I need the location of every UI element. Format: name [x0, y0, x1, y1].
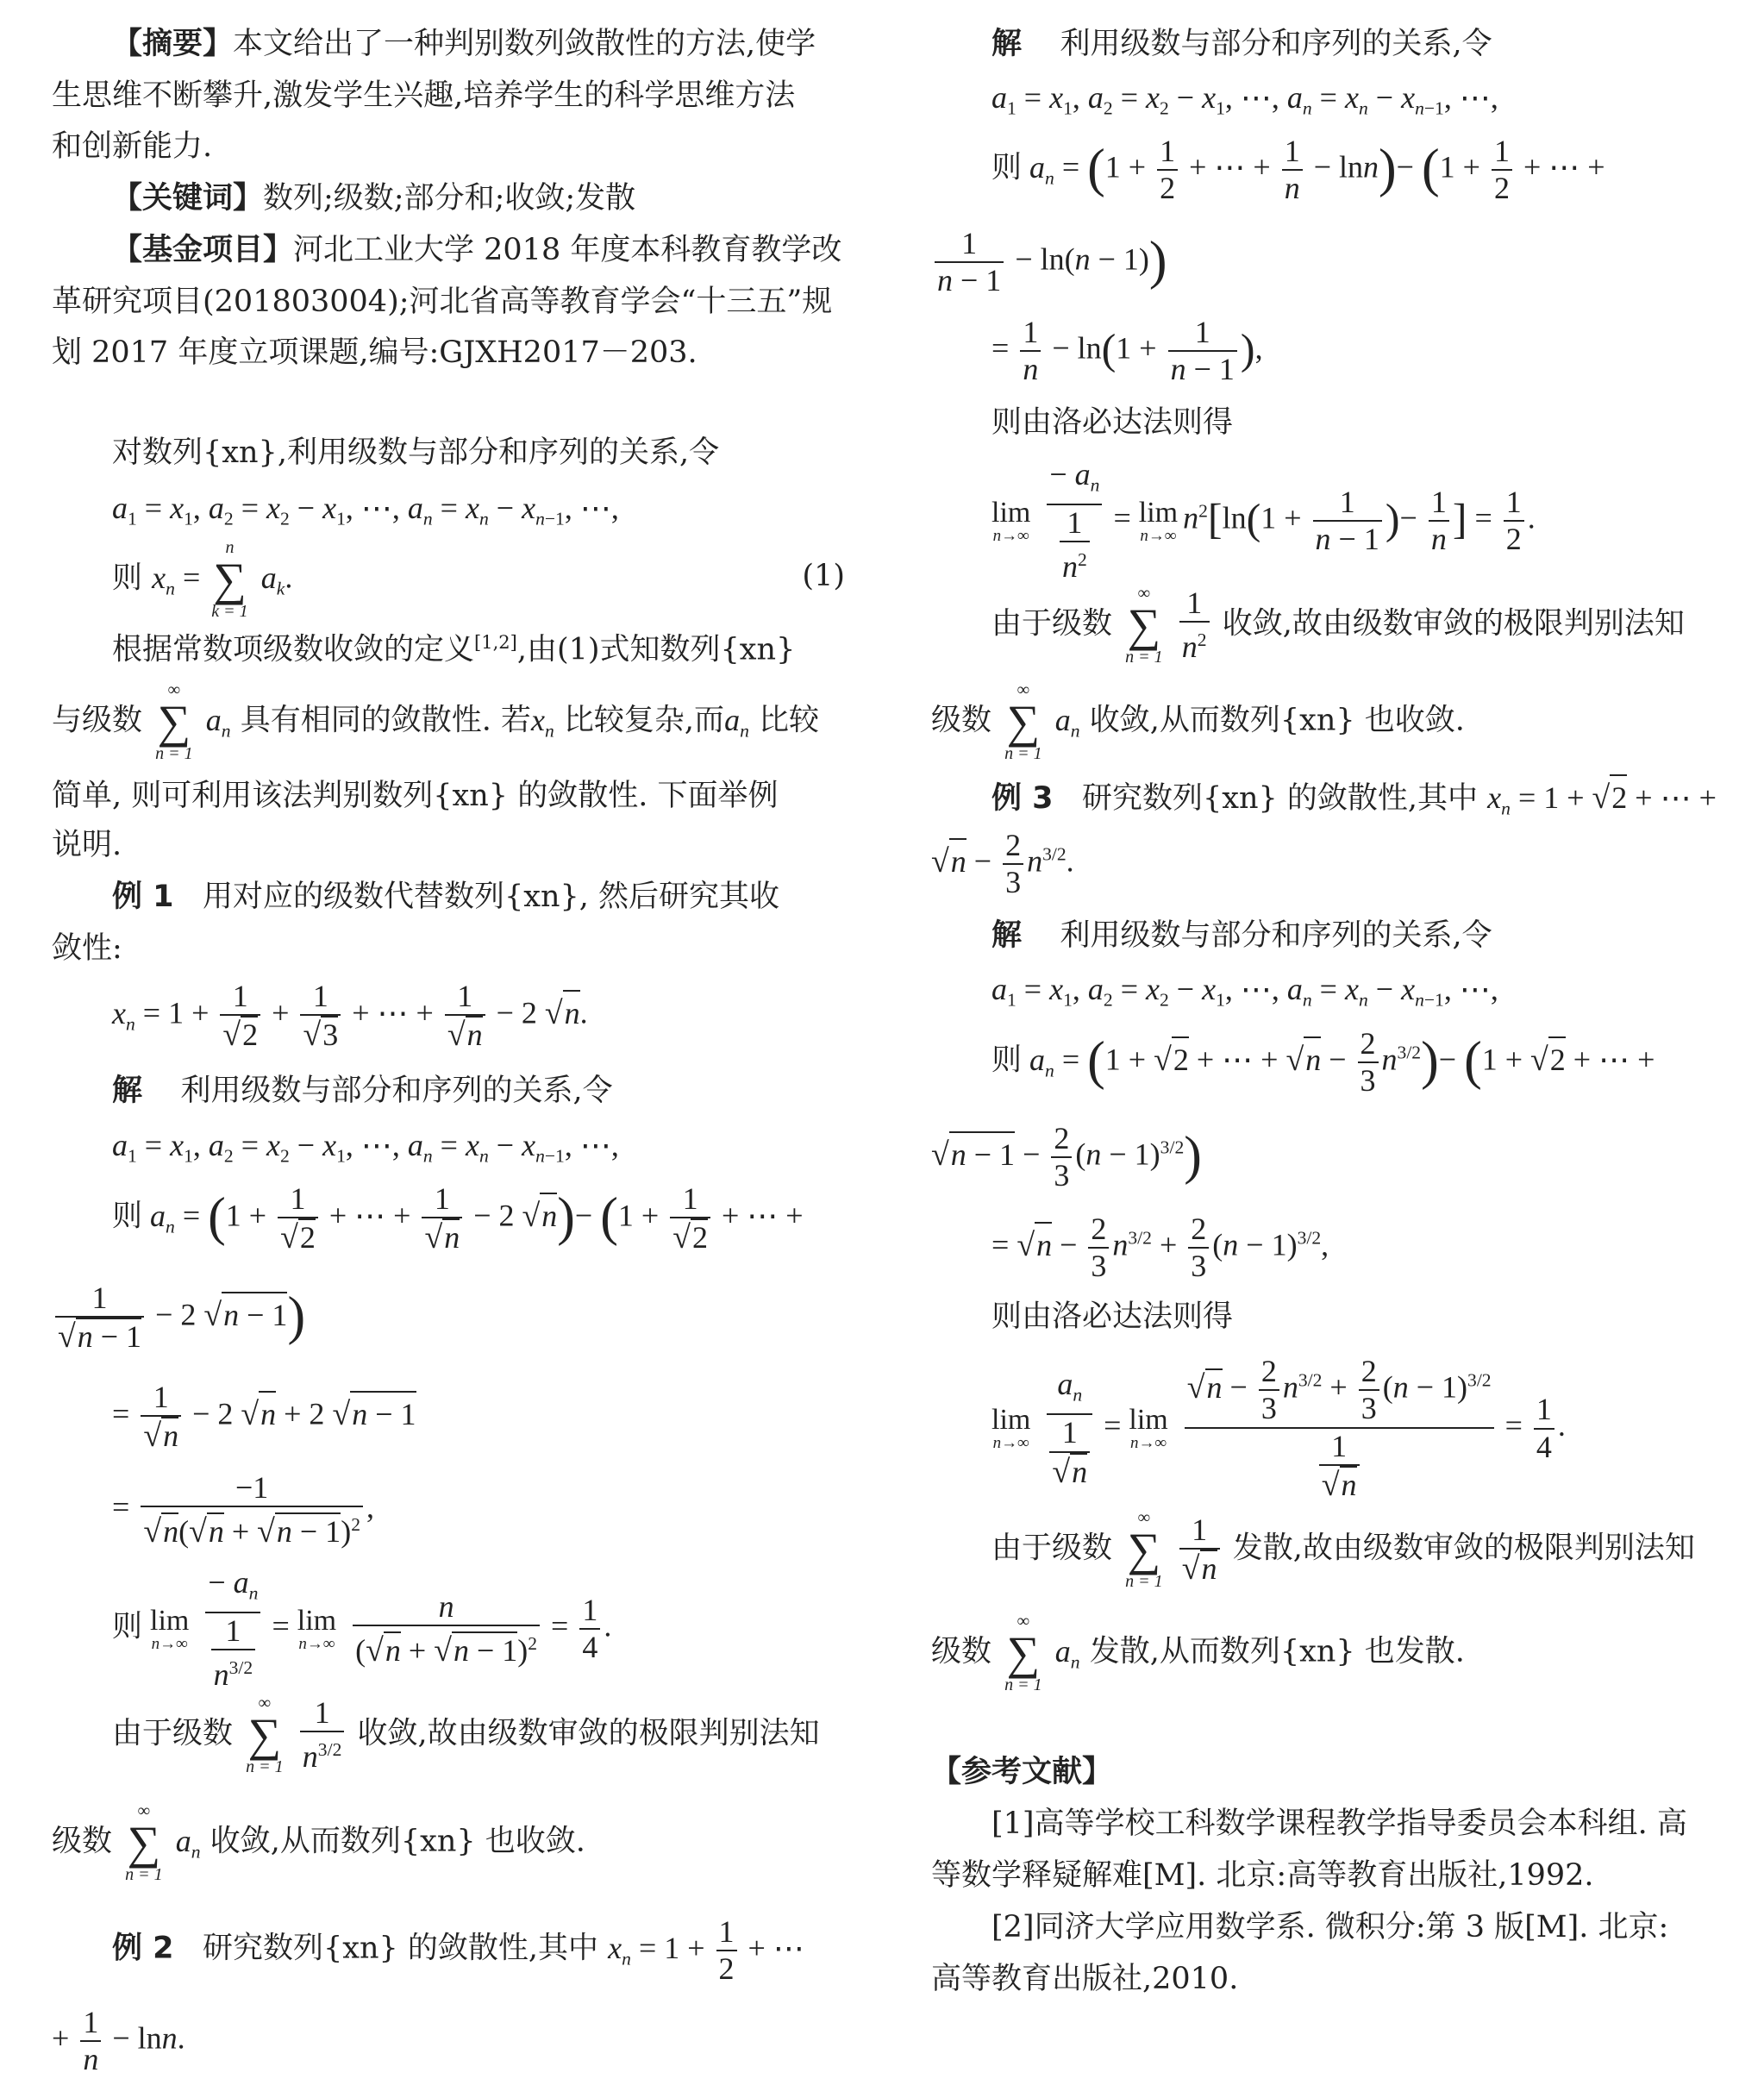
example3-line-1: 例 3 研究数列{xn} 的敛散性,其中 $x_n = 1 + √2$ + ⋯ +: [991, 774, 1717, 830]
example3-def: $a_1 = x_1$, $a_2 = x_2 - x_1$, ⋯, $a_n = x_n - x_{n-1}$, ⋯,: [991, 972, 1498, 1011]
example2-def: $a_1 = x_1$, $a_2 = x_2 - x_1$, ⋯, $a_n = x_n - x_{n-1}$, ⋯,: [991, 80, 1498, 119]
fund-line-3: 划 2017 年度立项课题,编号:GJXH2017－203.: [52, 335, 697, 370]
example3-simplify: = √n − $\frac{2}{3}$ $n^{3/2}$ + $\frac{2}{3}$ $(n - 1)^{3/2}$,: [991, 1212, 1329, 1284]
fund-label: 【基金项目】: [112, 233, 294, 267]
example1-label: 例 1: [112, 880, 174, 914]
eq-1: 则 $x_n$ = n ∑ k = 1 $a_k$. (1): [112, 538, 845, 621]
reference-2-line-2: 高等教育出版社,2010.: [931, 1962, 1239, 1996]
reference-1-line-2: 等数学释疑解难[M]. 北京:高等教育出版社,1992.: [931, 1858, 1594, 1893]
example1-simplify-1: = $\frac{1}{√n}$ − 2 √n + 2 √n − 1: [112, 1380, 416, 1455]
example1-conclusion-1: 由于级数 ∞ ∑ n = 1 $\frac{1}{n^{3/2}}$ 收敛,故由级数审敛的极限判别法知: [112, 1694, 820, 1776]
example3-an: 则 $a_n = (1 + √2$ + ⋯ + √n − $\frac{2}{3}$ $n^{3/2})- (1 + √2$ + ⋯ +: [991, 1026, 1655, 1099]
example2-line-2: + $\frac{1}{n}$ − lnn.: [52, 2005, 185, 2077]
example1-an-cont: $\frac{1}{√n - 1}$ − 2 √n − 1): [52, 1281, 305, 1358]
intro-line-1: 对数列{xn},利用级数与部分和序列的关系,令: [112, 435, 720, 470]
sigma-inf-n1: ∞ ∑ n = 1: [155, 680, 193, 763]
example1-line-2: 敛性:: [52, 931, 122, 966]
example1-def: $a_1 = x_1$, $a_2 = x_2 - x_1$, ⋯, $a_n = x_n - x_{n-1}$, ⋯,: [112, 1128, 619, 1167]
example3-label: 例 3: [991, 781, 1054, 816]
keywords-label: 【关键词】: [112, 181, 264, 216]
example1-line-1: 例 1 用对应的级数代替数列{xn}, 然后研究其收: [112, 880, 780, 914]
example1-solution: 解 利用级数与部分和序列的关系,令: [112, 1074, 613, 1108]
example1-conclusion-2: 级数 ∞ ∑ n = 1 $a_n$ 收敛,从而数列{xn} 也收敛.: [52, 1801, 585, 1884]
example1-xn: $x_n = 1$ + $\frac{1}{√2}$ + $\frac{1}{√3}$ + ⋯ + $\frac{1}{√n}$ − 2 √n.: [112, 979, 588, 1054]
citation: [1,2]: [474, 632, 517, 653]
example3-an-cont: √n − 1 − $\frac{2}{3}$ $(n - 1)^{3/2}$): [931, 1121, 1202, 1193]
abstract-line-2: 生思维不断攀升,激发学生兴趣,培养学生的科学思维方法: [52, 78, 796, 113]
keywords-text: 数列;级数;部分和;收敛;发散: [263, 181, 636, 216]
example2-label: 例 2: [112, 1931, 174, 1966]
abstract-text-1: 本文给出了一种判别数列敛散性的方法,使学: [233, 27, 816, 61]
example2-lhopital: 则由洛必达法则得: [991, 405, 1234, 440]
def-equation-1: $a_1 = x_1$, $a_2 = x_2 - x_1$, ⋯, $a_n = x_n - x_{n-1}$, ⋯,: [112, 491, 619, 529]
sigma-n-k1: n ∑ k = 1: [211, 538, 248, 621]
intro-para-4: 说明.: [52, 828, 122, 862]
example2-an-cont: $\frac{1}{n - 1}$ − ln(n − 1)): [931, 226, 1167, 299]
example3-conclusion-1: 由于级数 ∞ ∑ n = 1 $\frac{1}{√n}$ 发散,故由级数审敛的极限判别法知: [991, 1508, 1695, 1591]
abstract-line-1: [112, 22, 816, 66]
example3-solution: 解 利用级数与部分和序列的关系,令: [991, 918, 1492, 953]
fund-text-1: 河北工业大学 2018 年度本科教育教学改: [293, 233, 842, 267]
reference-2-line-1: [2]同济大学应用数学系. 微积分:第 3 版[M]. 北京:: [991, 1910, 1669, 1944]
fund-line-2: 革研究项目(201803004);河北省高等教育学会“十三五”规: [52, 285, 833, 319]
example3-lhopital: 则由洛必达法则得: [991, 1299, 1234, 1334]
example2-an: 则 $a_n = (1$ + $\frac{1}{2}$ + ⋯ + $\frac{1}{n}$ − lnn)− (1 + $\frac{1}{2}$ + ⋯ +: [991, 134, 1605, 206]
example2-solution: 解 利用级数与部分和序列的关系,令: [991, 27, 1492, 61]
example1-limit: 则 lim n→∞ $\frac{- a_n}{\frac{1}{n^{3/2}}}$ = lim n→∞ $\frac{n}{(√n + √n - 1)^2}$ = $\frac{1}{4}$ .: [112, 1565, 612, 1693]
example2-limit: lim n→∞ $\frac{- a_n}{\frac{1}{n^2}}$ = lim n→∞ $n^2[\ln(1$ + $\frac{1}{n - 1}$ )− $\frac{1}{n}$ ] = $\frac{1}{2}$ .: [991, 457, 1536, 585]
example1-simplify-2: = $\frac{-1}{√n(√n + √n - 1)^2}$ ,: [112, 1470, 374, 1550]
example2-conclusion-2: 级数 ∞ ∑ n = 1 $a_n$ 收敛,从而数列{xn} 也收敛.: [931, 680, 1465, 763]
fund-line-1: [112, 229, 841, 272]
example3-line-2: √n − $\frac{2}{3}$ $n^{3/2}$.: [931, 828, 1074, 900]
reference-1-line-1: [1]高等学校工科数学课程教学指导委员会本科组. 高: [991, 1807, 1687, 1841]
then-word: 则: [112, 560, 143, 596]
example1-an: 则 $a_n = (1$ + $\frac{1}{√2}$ + ⋯ + $\frac{1}{√n}$ − 2 √n)− (1 + $\frac{1}{√2}$ + ⋯ +: [112, 1181, 804, 1256]
equation-number: (1): [802, 559, 845, 593]
intro-para-2: 与级数 ∞ ∑ n = 1 $a_n$ 具有相同的敛散性. 若$x_n$ 比较复杂,而$a_n$ 比较: [52, 680, 820, 763]
intro-para-3: 简单, 则可利用该法判别数列{xn} 的敛散性. 下面举例: [52, 779, 779, 813]
keywords-line: [112, 177, 635, 220]
example3-limit: lim n→∞ $\frac{a_n}{\frac{1}{√n}}$ = lim n→∞ √n − $\frac{2}{3}$ $n^{3/2}$ + $\frac{2}{3}$ $(n - 1)^{3/2}$ $\frac{1}{√n}$ = $\frac{1}{4}$ .: [991, 1354, 1566, 1504]
references-heading: 【参考文献】: [931, 1755, 1113, 1789]
example3-conclusion-2: 级数 ∞ ∑ n = 1 $a_n$ 发散,从而数列{xn} 也发散.: [931, 1612, 1465, 1694]
example2-simplify: = $\frac{1}{n}$ − ln(1 + $\frac{1}{n - 1}$ ),: [991, 315, 1263, 387]
abstract-line-3: 和创新能力.: [52, 129, 213, 164]
abstract-label: 【摘要】: [112, 27, 234, 61]
example2-line-1: 例 2 研究数列{xn} 的敛散性,其中 $x_n = 1$ + $\frac{1}{2}$ + ⋯: [112, 1914, 804, 1987]
example2-conclusion-1: 由于级数 ∞ ∑ n = 1 $\frac{1}{n^2}$ 收敛,故由级数审敛的极限判别法知: [991, 584, 1685, 667]
intro-para-1: 根据常数项级数收敛的定义[1,2],由(1)式知数列{xn}: [112, 632, 796, 667]
